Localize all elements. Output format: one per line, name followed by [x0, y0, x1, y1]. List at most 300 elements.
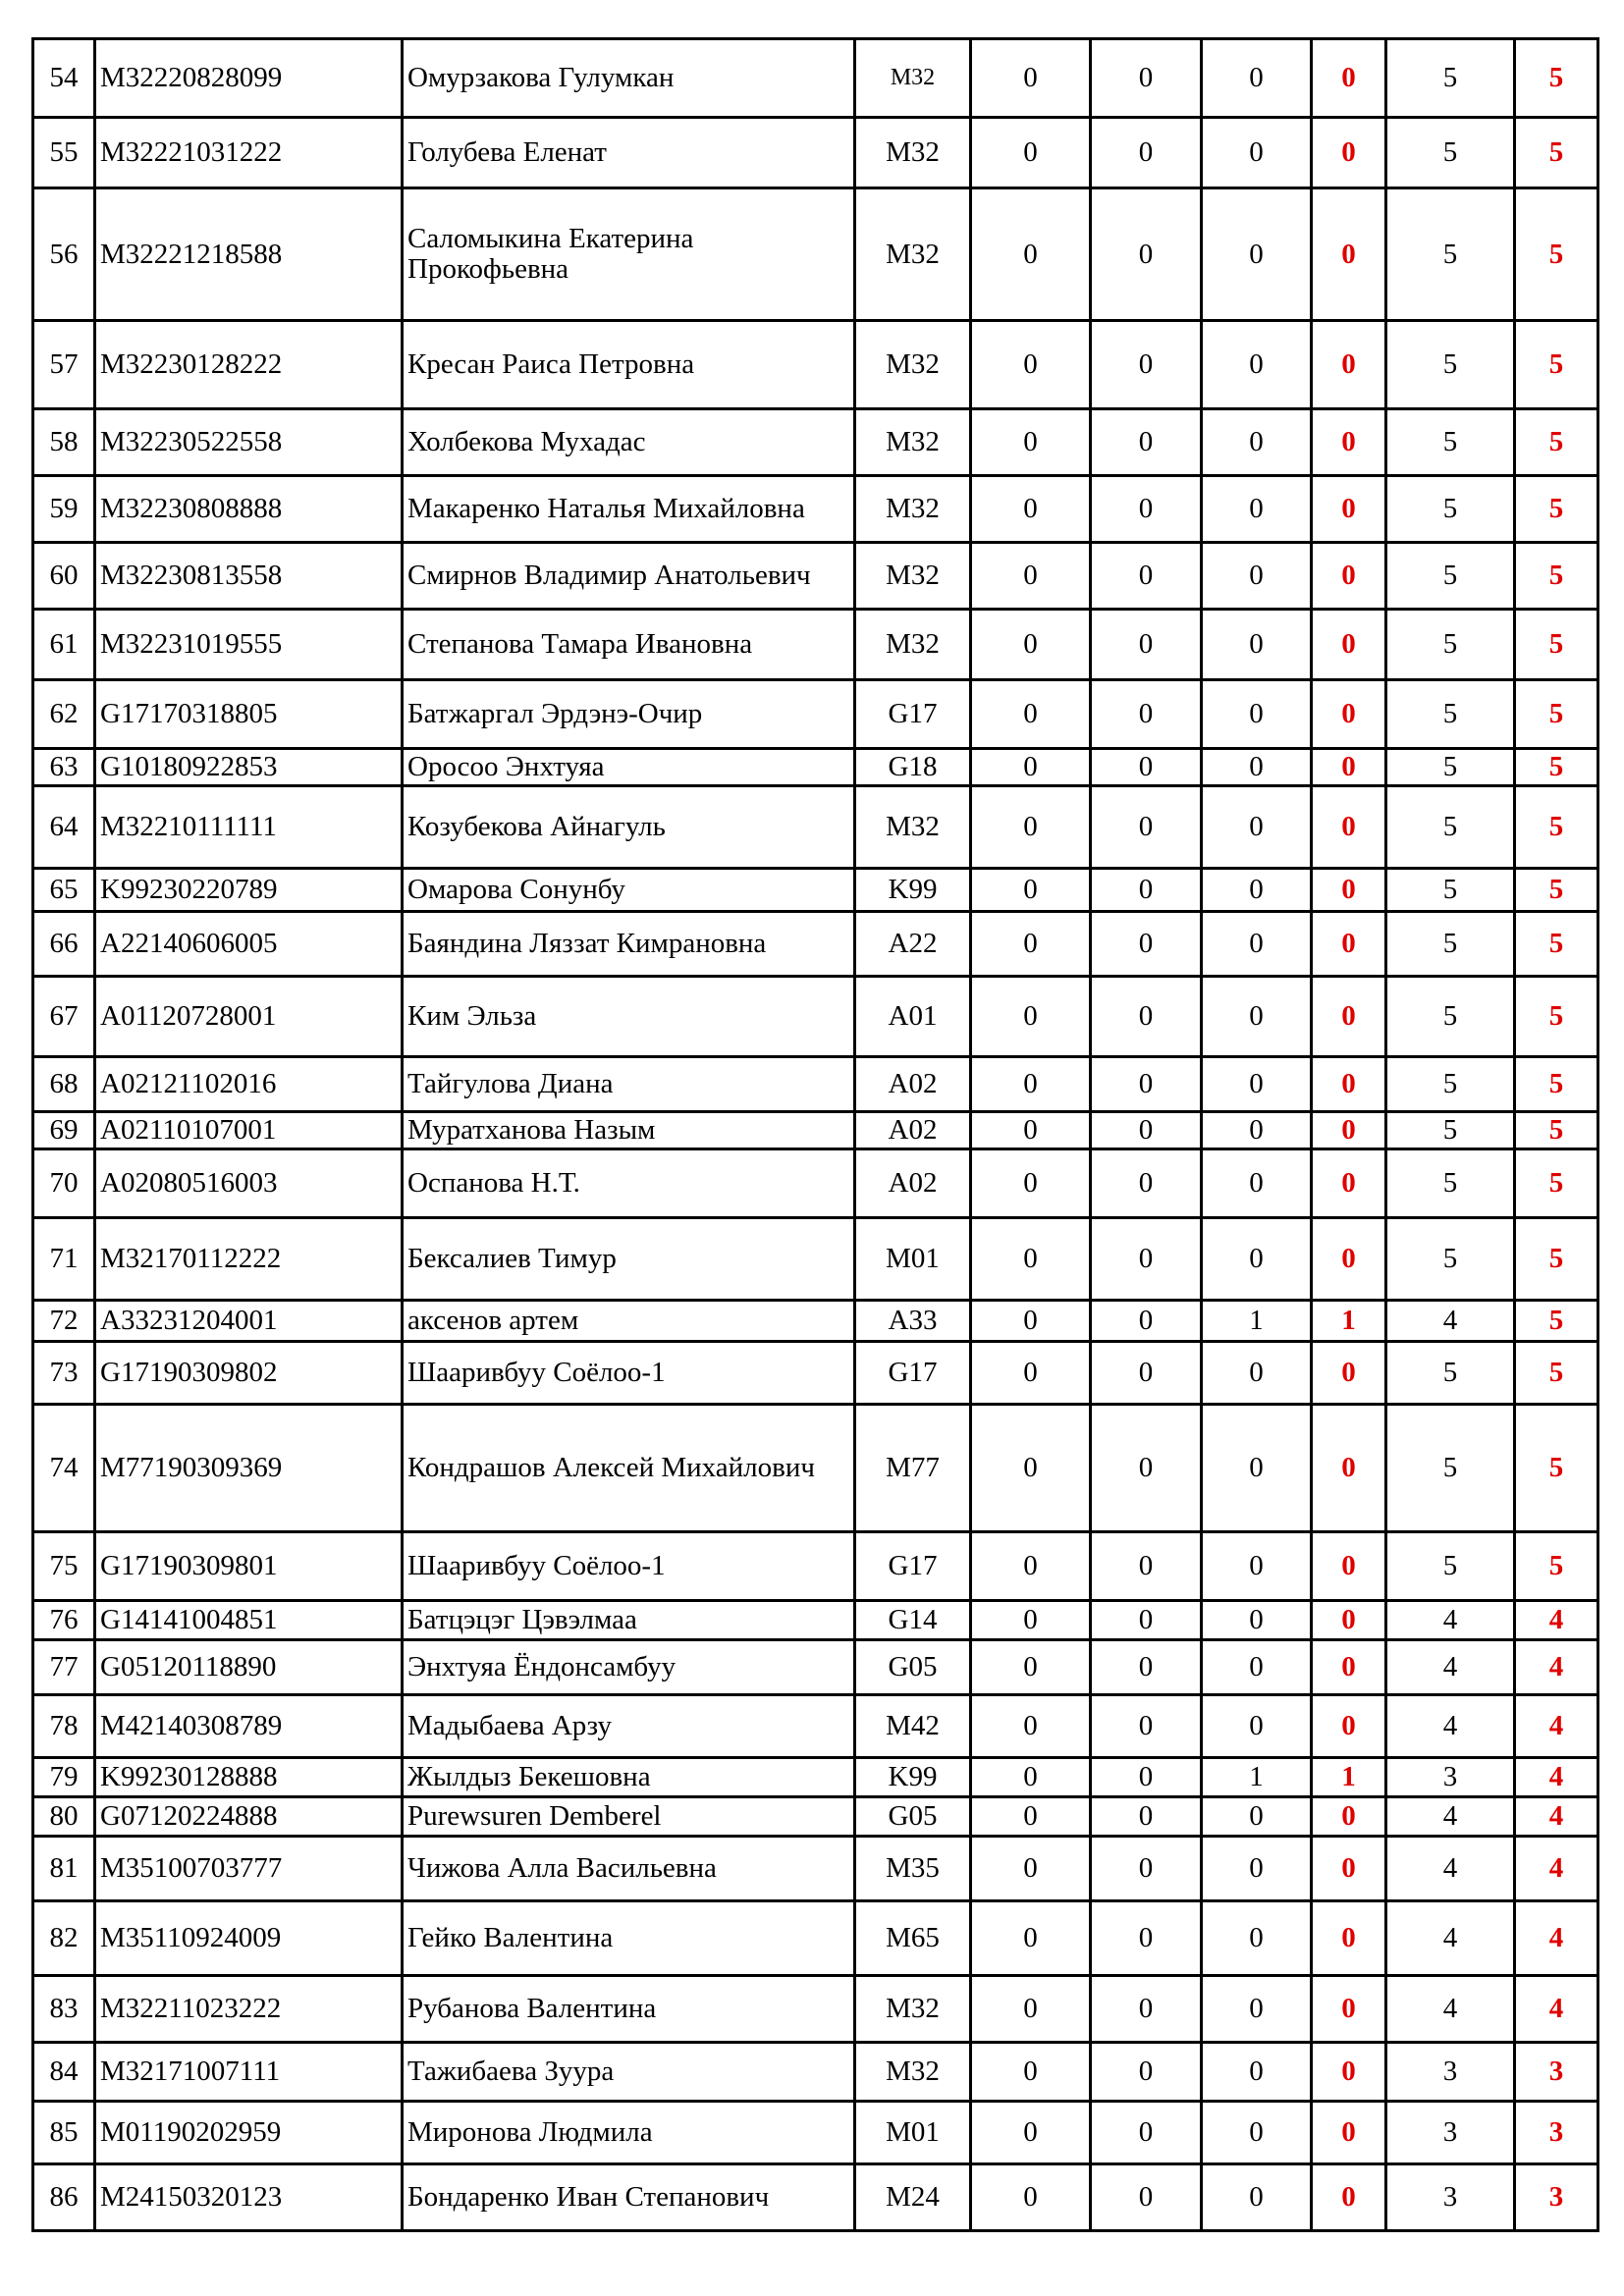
table-row	[33, 321, 1598, 409]
row-number-cell: 80	[33, 1797, 95, 1837]
score-3-cell: 0	[1202, 1837, 1312, 1901]
score-5-cell: 5	[1386, 977, 1515, 1057]
table-row	[33, 409, 1598, 476]
score-3-cell: 0	[1202, 869, 1312, 912]
score-4-cell: 1	[1312, 1301, 1386, 1342]
score-4-cell: 0	[1312, 188, 1386, 321]
participant-id-cell: M35110924009	[95, 1901, 403, 1976]
score-1-cell: 0	[971, 1301, 1091, 1342]
score-5-cell: 4	[1386, 1301, 1515, 1342]
table-row	[33, 2043, 1598, 2102]
row-number-cell: 78	[33, 1695, 95, 1758]
score-5-cell: 5	[1386, 188, 1515, 321]
participant-id-cell: G05120118890	[95, 1640, 403, 1695]
participant-name-cell: Омарова Сонунбу	[403, 869, 855, 912]
group-code-cell: M32	[855, 476, 971, 543]
score-3-cell: 0	[1202, 977, 1312, 1057]
table-row	[33, 2102, 1598, 2164]
table-row	[33, 1405, 1598, 1532]
score-2-cell: 0	[1091, 1601, 1202, 1640]
score-1-cell: 0	[971, 2102, 1091, 2164]
table-row	[33, 1218, 1598, 1301]
score-5-cell: 5	[1386, 321, 1515, 409]
score-4-cell: 0	[1312, 118, 1386, 188]
participant-id-cell: G17170318805	[95, 680, 403, 749]
total-score-cell: 5	[1515, 321, 1598, 409]
score-4-cell: 0	[1312, 610, 1386, 680]
total-score-cell: 5	[1515, 1057, 1598, 1112]
score-4-cell: 0	[1312, 409, 1386, 476]
table-row	[33, 1342, 1598, 1405]
participant-id-cell: M32210111111	[95, 786, 403, 869]
score-4-cell: 0	[1312, 1976, 1386, 2043]
group-code-cell: K99	[855, 1758, 971, 1797]
row-number-cell: 69	[33, 1112, 95, 1149]
score-1-cell: 0	[971, 1601, 1091, 1640]
participant-id-cell: M42140308789	[95, 1695, 403, 1758]
score-2-cell: 0	[1091, 610, 1202, 680]
score-2-cell: 0	[1091, 2102, 1202, 2164]
participant-name-cell: Саломыкина Екатерина Прокофьевна	[403, 188, 855, 321]
score-4-cell: 0	[1312, 1837, 1386, 1901]
total-score-cell: 5	[1515, 39, 1598, 118]
participant-id-cell: M32171007111	[95, 2043, 403, 2102]
participant-name-cell: Бексалиев Тимур	[403, 1218, 855, 1301]
score-5-cell: 5	[1386, 869, 1515, 912]
participant-id-cell: M32230522558	[95, 409, 403, 476]
score-1-cell: 0	[971, 543, 1091, 610]
row-number-cell: 73	[33, 1342, 95, 1405]
participant-id-cell: M32221031222	[95, 118, 403, 188]
table-row	[33, 1797, 1598, 1837]
row-number-cell: 68	[33, 1057, 95, 1112]
score-4-cell: 0	[1312, 786, 1386, 869]
group-code-cell: M32	[855, 118, 971, 188]
group-code-cell: M32	[855, 39, 971, 118]
group-code-cell: G14	[855, 1601, 971, 1640]
score-5-cell: 5	[1386, 39, 1515, 118]
table-row	[33, 1057, 1598, 1112]
participant-id-cell: M32231019555	[95, 610, 403, 680]
total-score-cell: 5	[1515, 1532, 1598, 1601]
row-number-cell: 84	[33, 2043, 95, 2102]
group-code-cell: M24	[855, 2164, 971, 2231]
participant-name-cell: Макаренко Наталья Михайловна	[403, 476, 855, 543]
group-code-cell: M42	[855, 1695, 971, 1758]
row-number-cell: 72	[33, 1301, 95, 1342]
participant-id-cell: G07120224888	[95, 1797, 403, 1837]
group-code-cell: M32	[855, 409, 971, 476]
participant-name-cell: аксенов артем	[403, 1301, 855, 1342]
score-3-cell: 0	[1202, 1601, 1312, 1640]
total-score-cell: 5	[1515, 543, 1598, 610]
row-number-cell: 83	[33, 1976, 95, 2043]
participant-id-cell: M32170112222	[95, 1218, 403, 1301]
score-1-cell: 0	[971, 1640, 1091, 1695]
score-1-cell: 0	[971, 2043, 1091, 2102]
score-4-cell: 0	[1312, 1405, 1386, 1532]
group-code-cell: M35	[855, 1837, 971, 1901]
score-1-cell: 0	[971, 1695, 1091, 1758]
total-score-cell: 4	[1515, 1640, 1598, 1695]
total-score-cell: 4	[1515, 1901, 1598, 1976]
score-3-cell: 0	[1202, 1057, 1312, 1112]
participant-name-cell: Баяндина Ляззат Кимрановна	[403, 912, 855, 977]
score-3-cell: 0	[1202, 680, 1312, 749]
score-3-cell: 0	[1202, 1218, 1312, 1301]
table-row	[33, 1532, 1598, 1601]
participant-id-cell: M01190202959	[95, 2102, 403, 2164]
participant-id-cell: A33231204001	[95, 1301, 403, 1342]
score-4-cell: 0	[1312, 2043, 1386, 2102]
score-3-cell: 0	[1202, 39, 1312, 118]
score-3-cell: 0	[1202, 1976, 1312, 2043]
table-row	[33, 680, 1598, 749]
score-4-cell: 0	[1312, 912, 1386, 977]
score-2-cell: 0	[1091, 1405, 1202, 1532]
total-score-cell: 4	[1515, 1797, 1598, 1837]
score-5-cell: 5	[1386, 912, 1515, 977]
score-3-cell: 0	[1202, 2043, 1312, 2102]
table-row	[33, 1695, 1598, 1758]
table-row	[33, 1640, 1598, 1695]
score-2-cell: 0	[1091, 977, 1202, 1057]
participant-name-cell: Батцэцэг Цэвэлмаа	[403, 1601, 855, 1640]
group-code-cell: G18	[855, 749, 971, 786]
participant-name-cell: Козубекова Айнагуль	[403, 786, 855, 869]
row-number-cell: 63	[33, 749, 95, 786]
score-3-cell: 0	[1202, 1640, 1312, 1695]
score-3-cell: 0	[1202, 2102, 1312, 2164]
score-3-cell: 0	[1202, 1901, 1312, 1976]
score-2-cell: 0	[1091, 1901, 1202, 1976]
score-4-cell: 0	[1312, 869, 1386, 912]
row-number-cell: 79	[33, 1758, 95, 1797]
table-row	[33, 39, 1598, 118]
row-number-cell: 54	[33, 39, 95, 118]
table-row	[33, 118, 1598, 188]
score-1-cell: 0	[971, 977, 1091, 1057]
participant-name-cell: Степанова Тамара Ивановна	[403, 610, 855, 680]
score-2-cell: 0	[1091, 1695, 1202, 1758]
score-3-cell: 0	[1202, 1532, 1312, 1601]
score-2-cell: 0	[1091, 786, 1202, 869]
participant-id-cell: A01120728001	[95, 977, 403, 1057]
score-4-cell: 0	[1312, 2102, 1386, 2164]
table-row	[33, 1149, 1598, 1218]
score-5-cell: 3	[1386, 2164, 1515, 2231]
table-row	[33, 749, 1598, 786]
score-2-cell: 0	[1091, 1301, 1202, 1342]
participant-id-cell: G14141004851	[95, 1601, 403, 1640]
score-1-cell: 0	[971, 188, 1091, 321]
total-score-cell: 4	[1515, 1758, 1598, 1797]
score-1-cell: 0	[971, 786, 1091, 869]
score-5-cell: 5	[1386, 409, 1515, 476]
participant-id-cell: M77190309369	[95, 1405, 403, 1532]
total-score-cell: 3	[1515, 2043, 1598, 2102]
group-code-cell: M32	[855, 610, 971, 680]
row-number-cell: 61	[33, 610, 95, 680]
participant-id-cell: G17190309802	[95, 1342, 403, 1405]
score-5-cell: 4	[1386, 1901, 1515, 1976]
score-3-cell: 0	[1202, 1405, 1312, 1532]
score-4-cell: 0	[1312, 1218, 1386, 1301]
total-score-cell: 5	[1515, 1218, 1598, 1301]
group-code-cell: M32	[855, 321, 971, 409]
score-4-cell: 0	[1312, 1532, 1386, 1601]
score-5-cell: 5	[1386, 476, 1515, 543]
score-2-cell: 0	[1091, 1112, 1202, 1149]
score-2-cell: 0	[1091, 118, 1202, 188]
group-code-cell: G05	[855, 1640, 971, 1695]
table-row	[33, 977, 1598, 1057]
group-code-cell: A33	[855, 1301, 971, 1342]
score-2-cell: 0	[1091, 749, 1202, 786]
score-3-cell: 0	[1202, 610, 1312, 680]
row-number-cell: 57	[33, 321, 95, 409]
participant-id-cell: G17190309801	[95, 1532, 403, 1601]
score-4-cell: 0	[1312, 1342, 1386, 1405]
score-2-cell: 0	[1091, 1640, 1202, 1695]
participant-name-cell: Жылдыз Бекешовна	[403, 1758, 855, 1797]
participant-name-cell: Смирнов Владимир Анатольевич	[403, 543, 855, 610]
score-3-cell: 0	[1202, 118, 1312, 188]
participant-name-cell: Оспанова Н.Т.	[403, 1149, 855, 1218]
total-score-cell: 4	[1515, 1601, 1598, 1640]
row-number-cell: 70	[33, 1149, 95, 1218]
participant-id-cell: M35100703777	[95, 1837, 403, 1901]
row-number-cell: 55	[33, 118, 95, 188]
participant-name-cell: Муратханова Назым	[403, 1112, 855, 1149]
score-3-cell: 0	[1202, 2164, 1312, 2231]
score-5-cell: 3	[1386, 1758, 1515, 1797]
score-2-cell: 0	[1091, 321, 1202, 409]
score-2-cell: 0	[1091, 1149, 1202, 1218]
score-2-cell: 0	[1091, 39, 1202, 118]
score-2-cell: 0	[1091, 1837, 1202, 1901]
table-row	[33, 912, 1598, 977]
group-code-cell: A02	[855, 1149, 971, 1218]
participant-id-cell: A02080516003	[95, 1149, 403, 1218]
score-1-cell: 0	[971, 118, 1091, 188]
row-number-cell: 77	[33, 1640, 95, 1695]
participant-name-cell: Шааривбуу Соёлоо-1	[403, 1532, 855, 1601]
total-score-cell: 5	[1515, 1405, 1598, 1532]
score-1-cell: 0	[971, 1112, 1091, 1149]
row-number-cell: 71	[33, 1218, 95, 1301]
group-code-cell: K99	[855, 869, 971, 912]
score-4-cell: 0	[1312, 749, 1386, 786]
row-number-cell: 56	[33, 188, 95, 321]
group-code-cell: M32	[855, 2043, 971, 2102]
group-code-cell: G05	[855, 1797, 971, 1837]
row-number-cell: 58	[33, 409, 95, 476]
score-5-cell: 5	[1386, 1218, 1515, 1301]
group-code-cell: A02	[855, 1057, 971, 1112]
group-code-cell: M01	[855, 1218, 971, 1301]
score-5-cell: 4	[1386, 1601, 1515, 1640]
score-2-cell: 0	[1091, 1758, 1202, 1797]
score-2-cell: 0	[1091, 1797, 1202, 1837]
group-code-cell: M32	[855, 543, 971, 610]
score-5-cell: 3	[1386, 2043, 1515, 2102]
score-5-cell: 4	[1386, 1640, 1515, 1695]
participant-name-cell: Бондаренко Иван Степанович	[403, 2164, 855, 2231]
score-2-cell: 0	[1091, 1218, 1202, 1301]
table-row	[33, 1837, 1598, 1901]
total-score-cell: 5	[1515, 869, 1598, 912]
score-3-cell: 0	[1202, 543, 1312, 610]
score-5-cell: 5	[1386, 680, 1515, 749]
score-3-cell: 0	[1202, 409, 1312, 476]
score-1-cell: 0	[971, 2164, 1091, 2231]
score-4-cell: 0	[1312, 1112, 1386, 1149]
score-4-cell: 0	[1312, 476, 1386, 543]
score-2-cell: 0	[1091, 409, 1202, 476]
participant-name-cell: Гейко Валентина	[403, 1901, 855, 1976]
score-1-cell: 0	[971, 1758, 1091, 1797]
score-2-cell: 0	[1091, 1532, 1202, 1601]
table-row	[33, 1601, 1598, 1640]
score-4-cell: 0	[1312, 39, 1386, 118]
table-row	[33, 610, 1598, 680]
total-score-cell: 5	[1515, 1342, 1598, 1405]
total-score-cell: 5	[1515, 912, 1598, 977]
participant-name-cell: Холбекова Мухадас	[403, 409, 855, 476]
score-5-cell: 5	[1386, 1057, 1515, 1112]
table-row	[33, 1112, 1598, 1149]
participant-id-cell: M32220828099	[95, 39, 403, 118]
total-score-cell: 3	[1515, 2102, 1598, 2164]
row-number-cell: 64	[33, 786, 95, 869]
score-3-cell: 1	[1202, 1301, 1312, 1342]
participant-name-cell: Шааривбуу Соёлоо-1	[403, 1342, 855, 1405]
group-code-cell: A01	[855, 977, 971, 1057]
table-row	[33, 476, 1598, 543]
score-2-cell: 0	[1091, 1976, 1202, 2043]
score-5-cell: 4	[1386, 1837, 1515, 1901]
total-score-cell: 5	[1515, 786, 1598, 869]
participant-name-cell: Тажибаева Зуура	[403, 2043, 855, 2102]
participant-name-cell: Батжаргал Эрдэнэ-Очир	[403, 680, 855, 749]
table-row	[33, 869, 1598, 912]
score-5-cell: 5	[1386, 786, 1515, 869]
score-1-cell: 0	[971, 1797, 1091, 1837]
row-number-cell: 85	[33, 2102, 95, 2164]
total-score-cell: 4	[1515, 1976, 1598, 2043]
participant-name-cell: Кондрашов Алексей Михайлович	[403, 1405, 855, 1532]
score-1-cell: 0	[971, 1976, 1091, 2043]
table-row	[33, 1301, 1598, 1342]
group-code-cell: G17	[855, 1532, 971, 1601]
participant-id-cell: A02110107001	[95, 1112, 403, 1149]
score-3-cell: 0	[1202, 1695, 1312, 1758]
table-body	[33, 39, 1598, 2231]
score-1-cell: 0	[971, 1837, 1091, 1901]
participant-id-cell: K99230220789	[95, 869, 403, 912]
score-5-cell: 5	[1386, 1112, 1515, 1149]
score-5-cell: 3	[1386, 2102, 1515, 2164]
score-5-cell: 4	[1386, 1976, 1515, 2043]
score-5-cell: 5	[1386, 1342, 1515, 1405]
score-3-cell: 0	[1202, 1149, 1312, 1218]
score-1-cell: 0	[971, 1405, 1091, 1532]
score-5-cell: 5	[1386, 1149, 1515, 1218]
score-4-cell: 0	[1312, 321, 1386, 409]
total-score-cell: 5	[1515, 1112, 1598, 1149]
participant-name-cell: Оросоо Энхтуяа	[403, 749, 855, 786]
table-row	[33, 188, 1598, 321]
total-score-cell: 3	[1515, 2164, 1598, 2231]
participant-name-cell: Мадыбаева Арзу	[403, 1695, 855, 1758]
table-row	[33, 1976, 1598, 2043]
score-5-cell: 5	[1386, 1405, 1515, 1532]
score-1-cell: 0	[971, 749, 1091, 786]
score-5-cell: 4	[1386, 1695, 1515, 1758]
table-row	[33, 2164, 1598, 2231]
score-4-cell: 0	[1312, 2164, 1386, 2231]
score-1-cell: 0	[971, 1901, 1091, 1976]
group-code-cell: G17	[855, 1342, 971, 1405]
score-2-cell: 0	[1091, 2164, 1202, 2231]
score-5-cell: 4	[1386, 1797, 1515, 1837]
score-2-cell: 0	[1091, 1057, 1202, 1112]
score-5-cell: 5	[1386, 749, 1515, 786]
score-5-cell: 5	[1386, 118, 1515, 188]
table-row	[33, 786, 1598, 869]
score-2-cell: 0	[1091, 188, 1202, 321]
score-4-cell: 0	[1312, 680, 1386, 749]
row-number-cell: 59	[33, 476, 95, 543]
score-1-cell: 0	[971, 1149, 1091, 1218]
score-1-cell: 0	[971, 476, 1091, 543]
participant-id-cell: K99230128888	[95, 1758, 403, 1797]
total-score-cell: 5	[1515, 1301, 1598, 1342]
participant-id-cell: M32230813558	[95, 543, 403, 610]
participant-name-cell: Рубанова Валентина	[403, 1976, 855, 2043]
participant-id-cell: M32211023222	[95, 1976, 403, 2043]
participant-name-cell: Голубева Еленат	[403, 118, 855, 188]
score-3-cell: 0	[1202, 1112, 1312, 1149]
group-code-cell: A02	[855, 1112, 971, 1149]
participant-name-cell: Purewsuren Demberel	[403, 1797, 855, 1837]
participant-name-cell: Ким Эльза	[403, 977, 855, 1057]
row-number-cell: 66	[33, 912, 95, 977]
score-3-cell: 0	[1202, 476, 1312, 543]
group-code-cell: M32	[855, 786, 971, 869]
score-3-cell: 1	[1202, 1758, 1312, 1797]
group-code-cell: A22	[855, 912, 971, 977]
score-3-cell: 0	[1202, 786, 1312, 869]
total-score-cell: 4	[1515, 1695, 1598, 1758]
participant-id-cell: M32230808888	[95, 476, 403, 543]
score-2-cell: 0	[1091, 2043, 1202, 2102]
table-row	[33, 543, 1598, 610]
row-number-cell: 74	[33, 1405, 95, 1532]
total-score-cell: 5	[1515, 977, 1598, 1057]
total-score-cell: 5	[1515, 476, 1598, 543]
row-number-cell: 82	[33, 1901, 95, 1976]
score-2-cell: 0	[1091, 912, 1202, 977]
score-4-cell: 0	[1312, 1695, 1386, 1758]
score-1-cell: 0	[971, 409, 1091, 476]
participant-id-cell: G10180922853	[95, 749, 403, 786]
total-score-cell: 5	[1515, 680, 1598, 749]
score-3-cell: 0	[1202, 321, 1312, 409]
score-1-cell: 0	[971, 1057, 1091, 1112]
total-score-cell: 5	[1515, 188, 1598, 321]
